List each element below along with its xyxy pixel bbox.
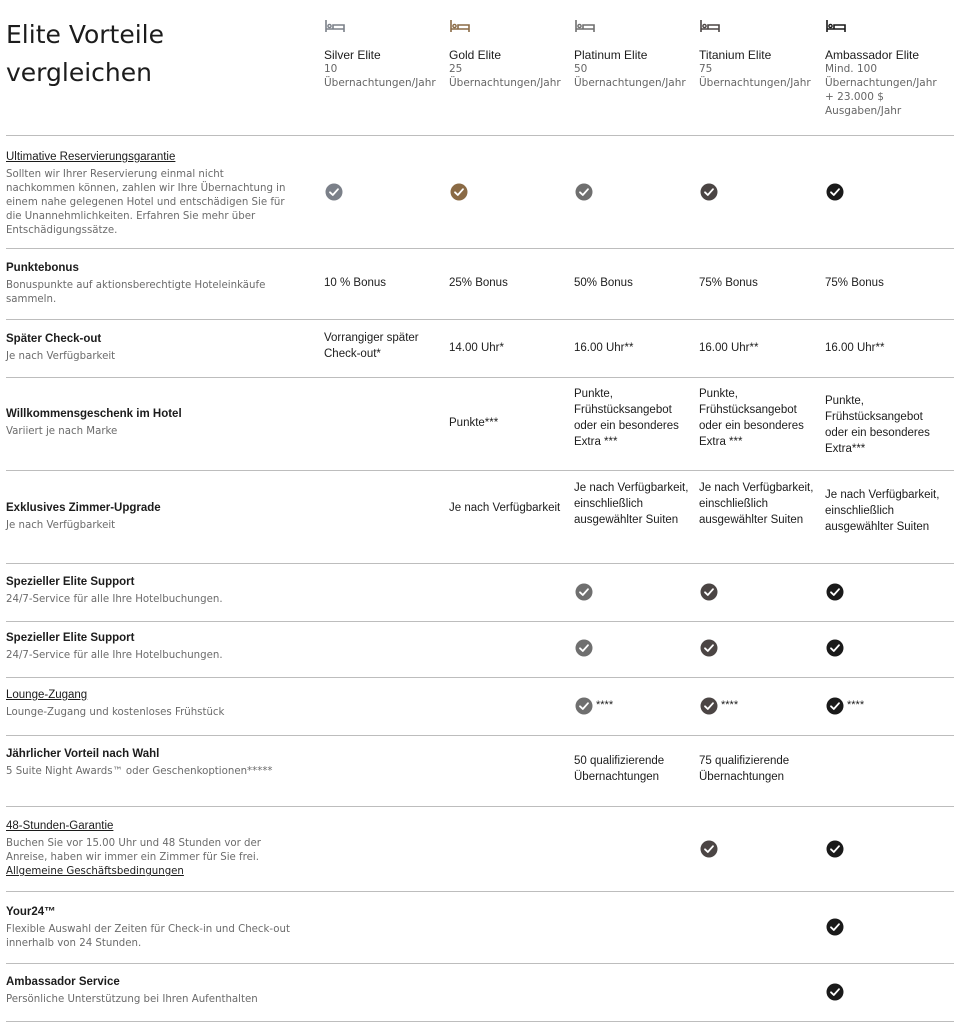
benefit-description-text: Lounge-Zugang und kostenloses Frühstück xyxy=(6,707,225,718)
bed-icon xyxy=(699,18,721,34)
check-icon xyxy=(575,583,593,601)
benefit-description-text: Je nach Verfügbarkeit xyxy=(6,351,116,362)
check-icon xyxy=(826,183,844,201)
tier-name: Gold Elite xyxy=(449,48,502,62)
benefit-row xyxy=(6,377,954,471)
tier-name: Silver Elite xyxy=(324,48,381,62)
benefit-title: Spezieller Elite Support xyxy=(6,576,135,588)
benefit-title: Exklusives Zimmer-Upgrade xyxy=(6,502,161,514)
benefit-value: 16.00 Uhr** xyxy=(825,342,885,354)
benefit-description xyxy=(6,168,294,238)
benefit-value: Je nach Verfügbarkeit, einschließlich ausgewählter Suiten xyxy=(699,482,814,526)
benefit-label xyxy=(6,819,294,879)
benefit-value: 75% Bonus xyxy=(825,277,884,289)
benefit-value: 75% Bonus xyxy=(699,277,758,289)
check-icon xyxy=(700,840,718,858)
benefit-value: Punkte, Frühstücksangebot oder ein besonderes Extra*** xyxy=(825,395,930,455)
benefit-value: 16.00 Uhr** xyxy=(699,342,759,354)
benefit-label xyxy=(6,407,294,439)
benefit-description xyxy=(6,649,294,663)
benefit-label xyxy=(6,261,294,307)
benefit-description-text: Flexible Auswahl der Zeiten für Check-in und Check-out innerhalb von 24 Stunden. xyxy=(6,924,290,949)
benefit-value: 50 qualifizierende Übernachtungen xyxy=(574,755,665,783)
tier-header-gold-elite xyxy=(449,18,575,90)
benefit-description xyxy=(6,519,294,533)
tier-header-silver-elite xyxy=(324,18,450,90)
benefit-value: 14.00 Uhr* xyxy=(449,342,504,354)
tier-header-ambassador-elite xyxy=(825,18,951,118)
benefit-value: 10 % Bonus xyxy=(324,277,387,289)
check-icon xyxy=(700,697,718,715)
benefit-title: Your24™ xyxy=(6,906,56,918)
benefit-row xyxy=(6,621,954,678)
check-icon xyxy=(826,583,844,601)
benefit-value: Punkte, Frühstücksangebot oder ein besonderes Extra *** xyxy=(574,388,679,448)
check-icon xyxy=(826,918,844,936)
benefit-title[interactable]: 48-Stunden-Garantie xyxy=(6,820,114,832)
benefit-title: Willkommensgeschenk im Hotel xyxy=(6,408,182,420)
benefit-value: Punkte*** xyxy=(449,417,499,429)
tier-requirement: 50 Übernachtungen/Jahr xyxy=(574,63,686,89)
page-title: Elite Vorteile vergleichen xyxy=(6,20,165,87)
benefit-description xyxy=(6,765,294,779)
benefit-row xyxy=(6,319,954,378)
tier-name: Ambassador Elite xyxy=(825,48,920,62)
benefit-row xyxy=(6,806,954,892)
benefit-description xyxy=(6,993,294,1007)
benefit-description-text: Sollten wir Ihrer Reservierung einmal nicht nachkommen können, zahlen wir Ihre Übernachtung in einem nahe gelegenen Hotel und entschädigen Sie für die Unannehmlichkeiten. Erfahren Sie mehr über Entschädigungssätze. xyxy=(6,169,286,236)
benefit-label xyxy=(6,501,294,533)
bed-icon xyxy=(449,18,471,34)
benefit-row xyxy=(6,735,954,807)
benefit-description xyxy=(6,279,294,307)
tier-requirement: 75 Übernachtungen/Jahr xyxy=(699,63,811,89)
tier-header-platinum-elite xyxy=(574,18,700,90)
tier-header-titanium-elite xyxy=(699,18,825,90)
benefit-row xyxy=(6,470,954,564)
footnote-marker: **** xyxy=(721,699,739,711)
benefit-row xyxy=(6,677,954,736)
check-icon xyxy=(826,639,844,657)
bed-icon xyxy=(324,18,346,34)
tier-requirement: 10 Übernachtungen/Jahr xyxy=(324,63,436,89)
benefit-title: Später Check-out xyxy=(6,333,102,345)
benefit-description xyxy=(6,923,294,951)
benefit-description xyxy=(6,350,294,364)
check-icon xyxy=(575,697,593,715)
check-icon xyxy=(700,639,718,657)
benefit-title: Punktebonus xyxy=(6,262,79,274)
benefit-value: 75 qualifizierende Übernachtungen xyxy=(699,755,790,783)
benefit-title: Jährlicher Vorteil nach Wahl xyxy=(6,748,160,760)
benefit-row xyxy=(6,891,954,964)
check-icon xyxy=(826,697,844,715)
tier-name: Titanium Elite xyxy=(699,48,772,62)
benefit-row xyxy=(6,963,954,1022)
benefit-description xyxy=(6,593,294,607)
benefit-value: Je nach Verfügbarkeit xyxy=(449,502,561,514)
benefit-row xyxy=(6,248,954,320)
benefit-value: 25% Bonus xyxy=(449,277,508,289)
benefit-row xyxy=(6,135,954,249)
benefit-value: 50% Bonus xyxy=(574,277,633,289)
check-icon xyxy=(575,639,593,657)
benefit-description-text: Je nach Verfügbarkeit xyxy=(6,520,116,531)
bed-icon xyxy=(825,18,847,34)
benefit-label xyxy=(6,975,294,1007)
benefit-label xyxy=(6,575,294,607)
check-icon xyxy=(700,183,718,201)
check-icon xyxy=(325,183,343,201)
benefit-description xyxy=(6,837,294,879)
benefit-label xyxy=(6,631,294,663)
benefit-value: Je nach Verfügbarkeit, einschließlich ausgewählter Suiten xyxy=(825,489,940,533)
tier-name: Platinum Elite xyxy=(574,48,648,62)
benefit-description xyxy=(6,706,294,720)
benefit-title: Spezieller Elite Support xyxy=(6,632,135,644)
benefit-description-text: 24/7-Service für alle Ihre Hotelbuchungen. xyxy=(6,650,223,661)
check-icon xyxy=(575,183,593,201)
check-icon xyxy=(700,583,718,601)
tier-requirement: 25 Übernachtungen/Jahr xyxy=(449,63,561,89)
benefit-value: Punkte, Frühstücksangebot oder ein besonderes Extra *** xyxy=(699,388,804,448)
benefit-description xyxy=(6,425,294,439)
check-icon xyxy=(826,983,844,1001)
benefit-label xyxy=(6,747,294,779)
footnote-marker: **** xyxy=(847,699,865,711)
bed-icon xyxy=(574,18,596,34)
terms-link[interactable]: Allgemeine Geschäftsbedingungen xyxy=(6,866,184,877)
benefit-row xyxy=(6,563,954,622)
benefit-description-text: Bonuspunkte auf aktionsberechtigte Hoteleinkäufe sammeln. xyxy=(6,280,266,305)
benefit-label xyxy=(6,688,294,720)
check-icon xyxy=(450,183,468,201)
benefit-title: Ambassador Service xyxy=(6,976,120,988)
benefit-title[interactable]: Ultimative Reservierungsgarantie xyxy=(6,151,176,163)
benefit-description-text: Buchen Sie vor 15.00 Uhr und 48 Stunden vor der Anreise, haben wir immer ein Zimmer für Sie frei. xyxy=(6,838,261,863)
benefit-description-text: 5 Suite Night Awards™ oder Geschenkoptionen***** xyxy=(6,766,273,777)
footnote-marker: **** xyxy=(596,699,614,711)
benefit-title[interactable]: Lounge-Zugang xyxy=(6,689,88,701)
benefit-value: Je nach Verfügbarkeit, einschließlich ausgewählter Suiten xyxy=(574,482,689,526)
benefit-value: Vorrangiger später Check-out* xyxy=(324,332,419,360)
benefit-description-text: 24/7-Service für alle Ihre Hotelbuchungen. xyxy=(6,594,223,605)
benefit-value: 16.00 Uhr** xyxy=(574,342,634,354)
benefit-description-text: Variiert je nach Marke xyxy=(6,426,118,437)
check-icon xyxy=(826,840,844,858)
benefit-label xyxy=(6,332,294,364)
benefit-description-text: Persönliche Unterstützung bei Ihren Aufenthalten xyxy=(6,994,258,1005)
tier-requirement: Mind. 100 Übernachtungen/Jahr + 23.000 $ Ausgaben/Jahr xyxy=(825,63,937,117)
benefit-label xyxy=(6,905,294,951)
benefit-label xyxy=(6,150,294,238)
